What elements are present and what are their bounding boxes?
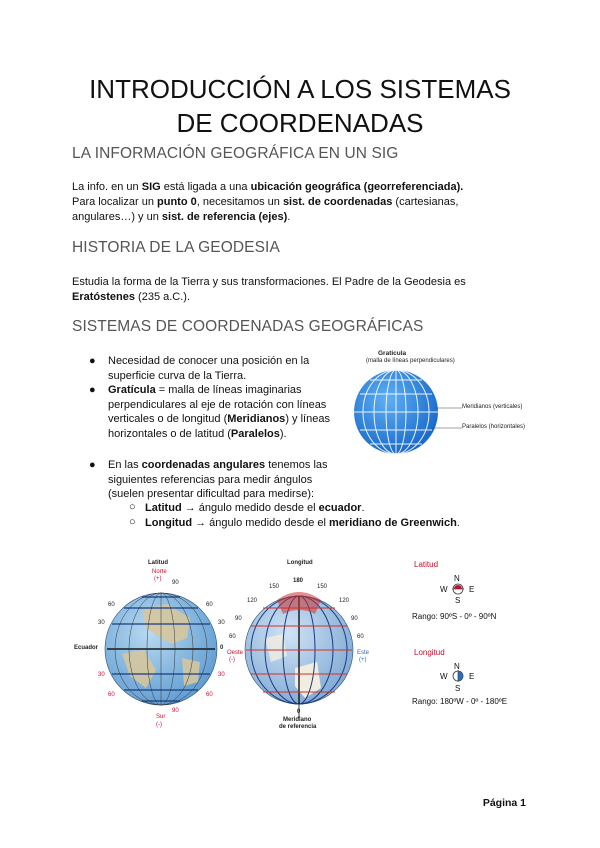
- list-item: ○ Longitud → ángulo medido desde el meridiano de Greenwich.: [129, 515, 460, 529]
- heading-sistemas-coordenadas: SISTEMAS DE COORDENADAS GEOGRÁFICAS: [72, 318, 424, 335]
- ranges-block: Latitud N W E S Rango: 90ºS - 0º - 90ºN Longitud N W E S Rango: 180ºW - 0º - 180ºE: [408, 560, 538, 710]
- list-item: ● En las coordenadas angulares tenemos las siguientes referencias para medir ángulos (suelen presentar dificultad para medirse):: [89, 459, 328, 500]
- list-item: ● Necesidad de conocer una posición en la superficie curva de la Tierra.: [89, 355, 310, 382]
- paragraph-sig: La info. en un SIG está ligada a una ubicación geográfica (georreferenciada). Para localizar un punto 0, necesitamos un sist. de coordenadas (cartesianas, angulares…) y un sist. de referencia (ejes).: [72, 181, 464, 223]
- list-item: ● Gratícula = malla de líneas imaginarias perpendiculares al eje de rotación con líneas verticales o de longitud (Meridianos) y líneas horizontales o de latitud (Paralelos).: [89, 384, 330, 440]
- compass-icon: [408, 560, 538, 710]
- page-number: Página 1: [482, 797, 526, 809]
- heading-informacion-geografica: LA INFORMACIÓN GEOGRÁFICA EN UN SIG: [72, 145, 399, 162]
- graticule-figure: Gratícula (malla de líneas perpendiculares) Meridianos (verticales) Paralelos (horizontales): [340, 350, 540, 460]
- page-title: INTRODUCCIÓN A LOS SISTEMAS DE COORDENADAS: [89, 74, 511, 138]
- bullet-list: [89, 354, 348, 441]
- sub-list: [129, 501, 565, 530]
- paragraph-geodesia: Estudia la forma de la Tierra y sus transformaciones. El Padre de la Geodesia es Eratóstenes (235 a.C.).: [72, 276, 466, 303]
- heading-historia-geodesia: HISTORIA DE LA GEODESIA: [72, 239, 280, 256]
- bullet-list-2: [89, 458, 343, 502]
- longitude-globe-figure: Longitud 180 150 120 90 60 150 120 90 60 Oeste (-) Este (+) 0 Meridiano de referencia: [225, 558, 375, 738]
- latitude-globe-figure: Latitud Norte (+) Ecuador 0 90 60 30 30 60 90 60 30 30 60 Sur (-): [72, 558, 232, 738]
- list-item: ○ Latitud → ángulo medido desde el ecuador.: [129, 501, 365, 514]
